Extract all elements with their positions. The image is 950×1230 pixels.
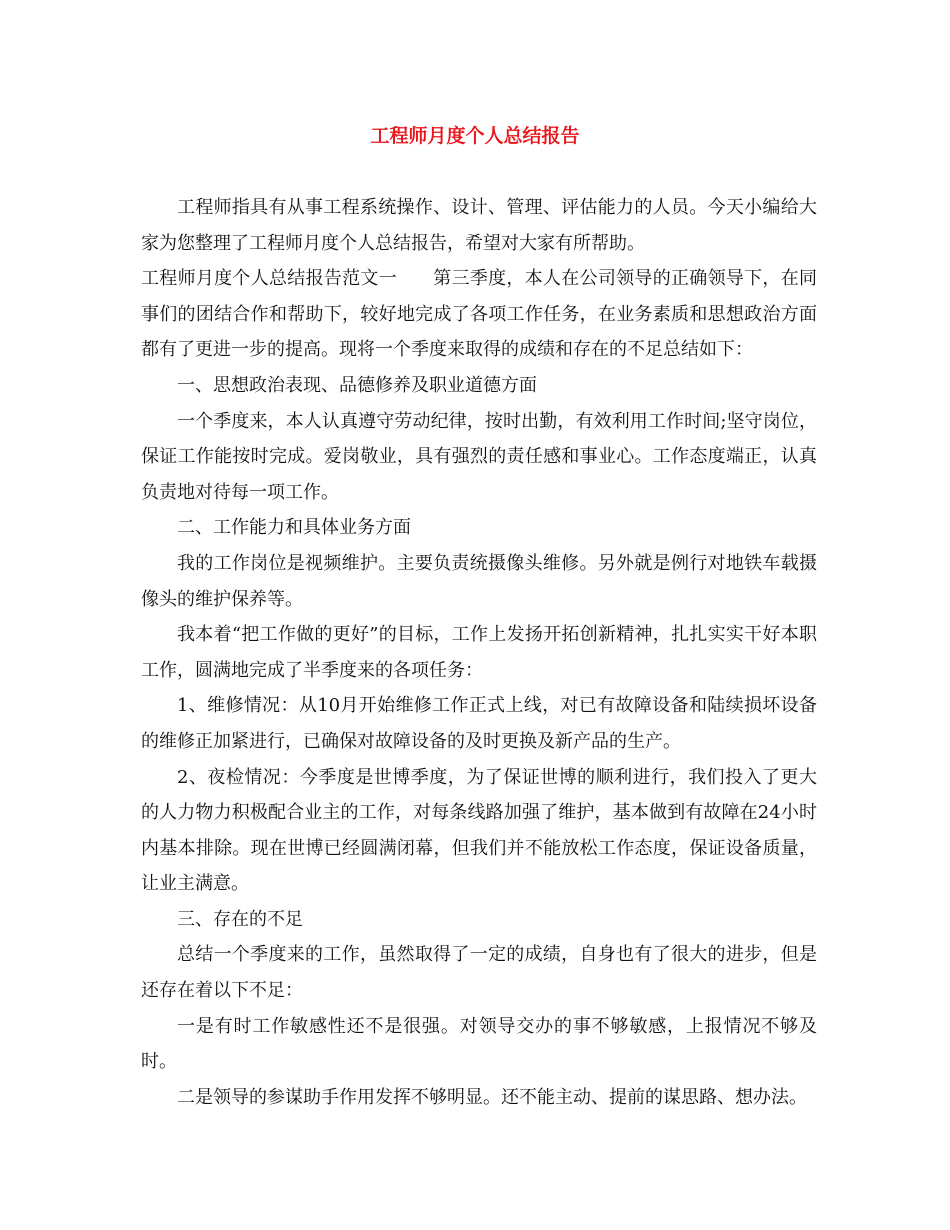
sample-paragraph xyxy=(141,261,817,368)
shortcoming-2: 二是领导的参谋助手作用发挥不够明显。还不能主动、提前的谋思路、想办法。 xyxy=(177,1086,807,1108)
section2-heading: 二、工作能力和具体业务方面 xyxy=(177,517,411,539)
document-body xyxy=(141,190,817,1115)
list-item-night-inspection: 2、夜检情况：今季度是世博季度，为了保证世博的顺利进行，我们投入了更大的人力物力积极配合业主的工作，对每条线路加强了维护，基本做到有故障在24小时内基本排除。现在世博已经圆满闭幕，但我们并不能放松工作态度，保证设备质量，让业主满意。 xyxy=(141,766,817,895)
sample-heading: 工程师月度个人总结报告范文一 xyxy=(141,268,397,290)
shortcoming-1: 一是有时工作敏感性还不是很强。对领导交办的事不够敏感，上报情况不够及时。 xyxy=(141,1015,817,1073)
section2-body-1: 我的工作岗位是视频维护。主要负责统摄像头维修。另外就是例行对地铁车载摄像头的维护保养等。 xyxy=(141,552,817,610)
list-item-repair: 1、维修情况：从10月开始维修工作正式上线，对已有故障设备和陆续损坏设备的维修正加紧进行，已确保对故障设备的及时更换及新产品的生产。 xyxy=(141,695,817,752)
section1-body: 一个季度来，本人认真遵守劳动纪律，按时出勤，有效利用工作时间;坚守岗位，保证工作能按时完成。爱岗敬业，具有强烈的责任感和事业心。工作态度端正，认真负责地对待每一项工作。 xyxy=(141,410,817,503)
section3-heading: 三、存在的不足 xyxy=(177,908,303,930)
section1-heading: 一、思想政治表现、品德修养及职业道德方面 xyxy=(177,374,537,396)
sample-opening: 第三季度，本人在公司领导的正确领导下，在同事们的团结合作和帮助下，较好地完成了各项工作任务，在业务素质和思想政治方面都有了更进一步的提高。现将一个季度来取得的成绩和存在的不足总结如下： xyxy=(141,268,817,361)
section3-body: 总结一个季度来的工作，虽然取得了一定的成绩，自身也有了很大的进步，但是还存在着以下不足： xyxy=(141,944,817,1002)
document-title: 工程师月度个人总结报告 xyxy=(370,125,580,147)
section2-body-2: 我本着“把工作做的更好”的目标，工作上发扬开拓创新精神，扎扎实实干好本职工作，圆满地完成了半季度来的各项任务： xyxy=(141,624,817,681)
intro-paragraph: 工程师指具有从事工程系统操作、设计、管理、评估能力的人员。今天小编给大家为您整理了工程师月度个人总结报告，希望对大家有所帮助。 xyxy=(141,197,817,254)
